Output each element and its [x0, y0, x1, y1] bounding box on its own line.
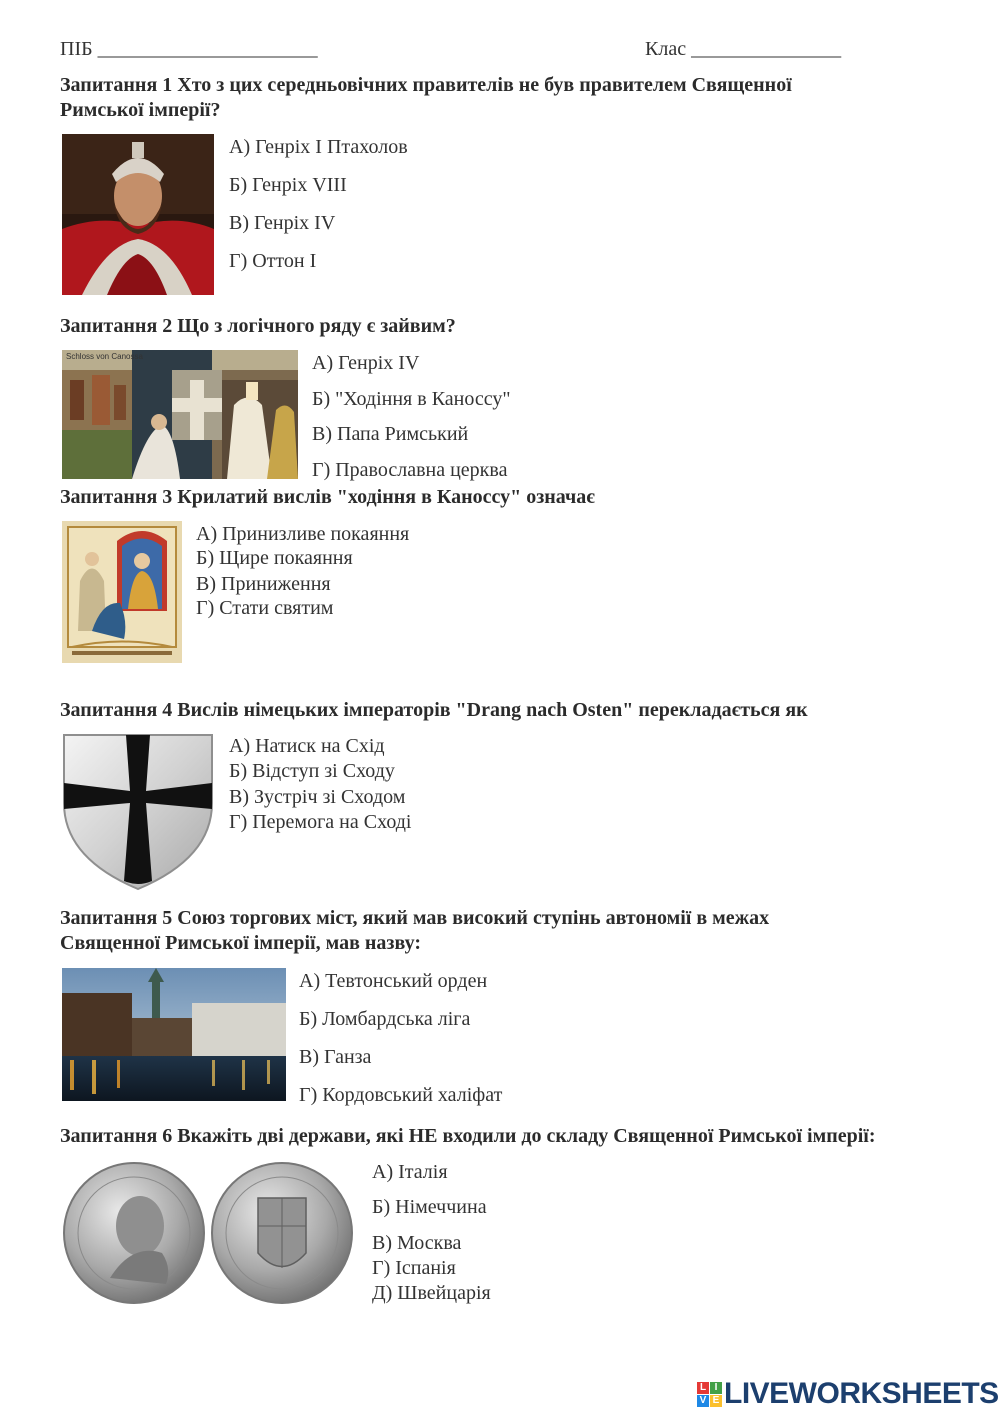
question-5-image-hamburg	[62, 968, 286, 1101]
question-4-image-teutonic-shield	[62, 733, 214, 891]
question-1-image-ruler-portrait	[62, 134, 214, 295]
question-6-option-a[interactable]: А) Італія	[372, 1161, 448, 1183]
question-6-option-e[interactable]: Д) Швейцарія	[372, 1282, 491, 1304]
badge-letter: I	[710, 1382, 722, 1394]
live-badge-icon	[697, 1382, 722, 1407]
question-2-title: Запитання 2 Що з логічного ряду є зайвим?	[60, 315, 456, 337]
brand-name: LIVEWORKSHEETS	[724, 1377, 999, 1410]
class-label: Клас _______________	[645, 38, 842, 60]
question-4-option-a[interactable]: А) Натиск на Схід	[229, 735, 385, 757]
question-1-title-line: Запитання 1 Хто з цих середньовічних правителів не був правителем Священної	[60, 74, 792, 96]
question-6-option-b[interactable]: Б) Німеччина	[372, 1196, 487, 1218]
question-4-option-b[interactable]: Б) Відступ зі Сходу	[229, 760, 395, 782]
name-label: ПІБ ______________________	[60, 38, 318, 60]
question-2-option-a[interactable]: А) Генріх IV	[312, 352, 420, 374]
question-3-option-d[interactable]: Г) Стати святим	[196, 597, 334, 619]
question-6-option-d[interactable]: Г) Іспанія	[372, 1257, 456, 1279]
question-6-image-coins	[62, 1158, 358, 1308]
question-3-image-manuscript	[62, 521, 182, 663]
question-5-title-line: Священної Римської імперії, мав назву:	[60, 932, 421, 954]
question-6-option-c[interactable]: В) Москва	[372, 1232, 462, 1254]
question-5-option-a[interactable]: А) Тевтонський орден	[299, 970, 488, 992]
question-5-title	[60, 906, 769, 956]
question-2-option-d[interactable]: Г) Православна церква	[312, 459, 508, 481]
liveworksheets-logo	[697, 1374, 999, 1414]
question-5-title-line: Запитання 5 Союз торгових міст, який мав високий ступінь автономії в межах	[60, 907, 770, 929]
question-3-option-c[interactable]: В) Приниження	[196, 573, 331, 595]
question-1-option-d[interactable]: Г) Оттон І	[229, 250, 317, 272]
question-1-title	[60, 73, 792, 123]
question-1-title-line: Римської імперії?	[60, 99, 221, 121]
question-1-option-c[interactable]: В) Генріх IV	[229, 212, 336, 234]
question-2-option-b[interactable]: Б) "Ходіння в Каноссу"	[312, 388, 511, 410]
question-2-option-c[interactable]: В) Папа Римський	[312, 423, 469, 445]
question-3-title: Запитання 3 Крилатий вислів "ходіння в Каноссу" означає	[60, 486, 595, 508]
question-4-title: Запитання 4 Вислів німецьких імператорів "Drang nach Osten" перекладається як	[60, 699, 808, 721]
question-4-option-d[interactable]: Г) Перемога на Сході	[229, 811, 412, 833]
question-6-title: Запитання 6 Вкажіть дві держави, які НЕ входили до складу Священної Римської імперії:	[60, 1125, 876, 1147]
question-2-image-caption: Schloss von Canossa	[66, 352, 143, 361]
question-3-option-a[interactable]: А) Принизливе покаяння	[196, 523, 410, 545]
question-4-option-c[interactable]: В) Зустріч зі Сходом	[229, 786, 406, 808]
question-3-option-b[interactable]: Б) Щире покаяння	[196, 547, 353, 569]
question-5-option-d[interactable]: Г) Кордовський халіфат	[299, 1084, 503, 1106]
question-5-option-c[interactable]: В) Ганза	[299, 1046, 372, 1068]
badge-letter: V	[697, 1395, 709, 1407]
badge-letter: L	[697, 1382, 709, 1394]
question-5-option-b[interactable]: Б) Ломбардська ліга	[299, 1008, 471, 1030]
question-1-option-b[interactable]: Б) Генріх VIII	[229, 174, 347, 196]
question-2-image-canossa	[62, 350, 298, 479]
question-1-option-a[interactable]: А) Генріх І Птахолов	[229, 136, 408, 158]
badge-letter: E	[710, 1395, 722, 1407]
